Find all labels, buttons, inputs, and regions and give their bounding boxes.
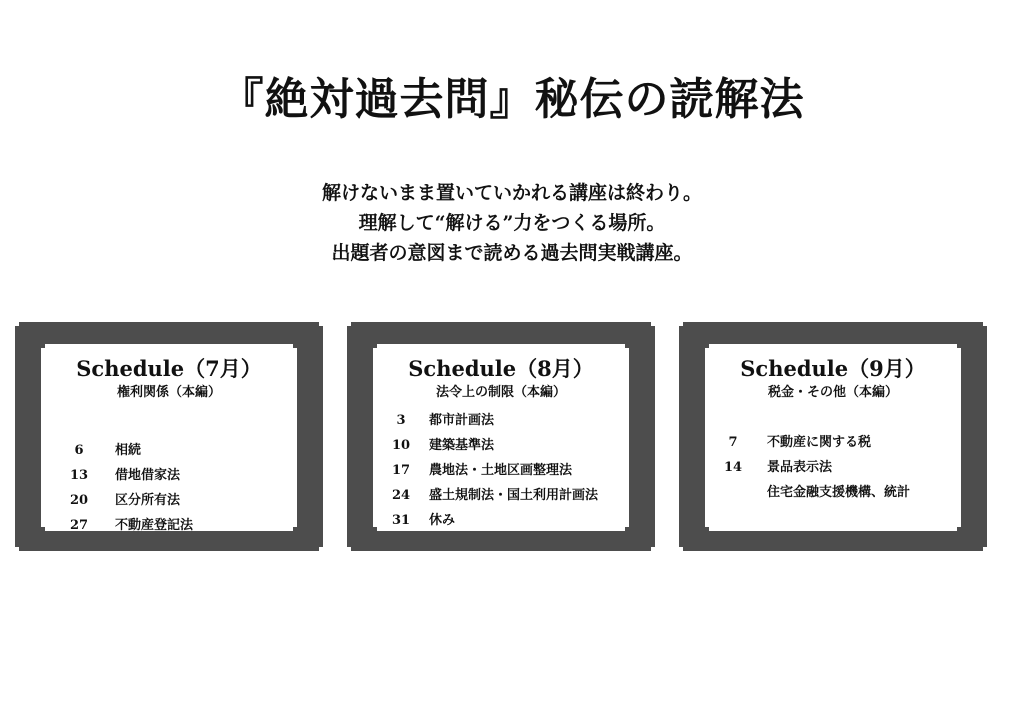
- schedule-topic: 相続: [115, 443, 142, 458]
- schedule-item: [373, 483, 629, 508]
- intro-line: 出題者の意図まで読める過去問実戦講座。: [331, 242, 693, 264]
- schedule-day: 3: [396, 413, 406, 428]
- intro-line: 解けないまま置いていかれる講座は終わり。: [321, 182, 702, 204]
- schedule-item: [705, 455, 961, 480]
- schedule-topic: 不動産登記法: [115, 518, 194, 533]
- schedule-day: 31: [391, 513, 411, 528]
- schedule-topic: 都市計画法: [429, 413, 495, 428]
- schedule-day: 24: [391, 488, 411, 503]
- schedule-topic: 農地法・土地区画整理法: [429, 463, 573, 478]
- schedule-subtitle: 税金・その他（本編）: [767, 385, 898, 400]
- schedule-item: [373, 458, 629, 483]
- schedule-subtitle: 権利関係（本編）: [116, 385, 221, 400]
- schedule-topic: 休み: [429, 513, 456, 528]
- schedule-item: [41, 488, 297, 513]
- schedule-day: 27: [69, 518, 89, 533]
- schedule-subtitle: 法令上の制限（本編）: [435, 385, 566, 400]
- schedule-item: [373, 408, 629, 433]
- schedule-topic: 建築基準法: [429, 438, 495, 453]
- schedule-panel: [705, 344, 961, 531]
- schedule-card-august: [347, 322, 655, 551]
- schedule-title: Schedule（8月）: [408, 356, 594, 381]
- schedule-title: Schedule（7月）: [76, 356, 262, 381]
- schedule-day: 17: [391, 463, 411, 478]
- schedule-topic: 住宅金融支援機構、統計: [767, 485, 911, 500]
- schedule-item: [41, 438, 297, 463]
- schedule-item: [373, 508, 629, 533]
- schedule-topic: 不動産に関する税: [767, 435, 872, 450]
- schedule-item: [41, 463, 297, 488]
- schedule-topic: 借地借家法: [115, 468, 181, 483]
- schedule-day: 6: [74, 443, 84, 458]
- schedule-list: [373, 408, 629, 533]
- schedule-item: [373, 433, 629, 458]
- page-title: 『絶対過去問』秘伝の読解法: [219, 74, 805, 125]
- schedule-panel: [373, 344, 629, 531]
- schedule-topic: 景品表示法: [767, 460, 833, 475]
- schedule-title: Schedule（9月）: [740, 356, 926, 381]
- schedule-list: [705, 430, 961, 505]
- schedule-day: 13: [69, 468, 89, 483]
- schedule-item: [705, 430, 961, 455]
- schedule-card-september: [679, 322, 987, 551]
- schedule-topic: 盛土規制法・国土利用計画法: [429, 488, 599, 503]
- schedule-topic: 区分所有法: [115, 493, 181, 508]
- intro-text: [0, 178, 1024, 268]
- schedule-item: [705, 480, 961, 505]
- schedule-item: [41, 513, 297, 538]
- schedule-day: 14: [723, 460, 743, 475]
- schedule-day: 7: [728, 435, 738, 450]
- intro-line: 理解して“解ける”力をつくる場所。: [358, 212, 666, 234]
- schedule-day: 10: [391, 438, 411, 453]
- schedule-card-july: [15, 322, 323, 551]
- schedule-day: 20: [69, 493, 89, 508]
- schedule-panel: [41, 344, 297, 531]
- schedule-list: [41, 438, 297, 538]
